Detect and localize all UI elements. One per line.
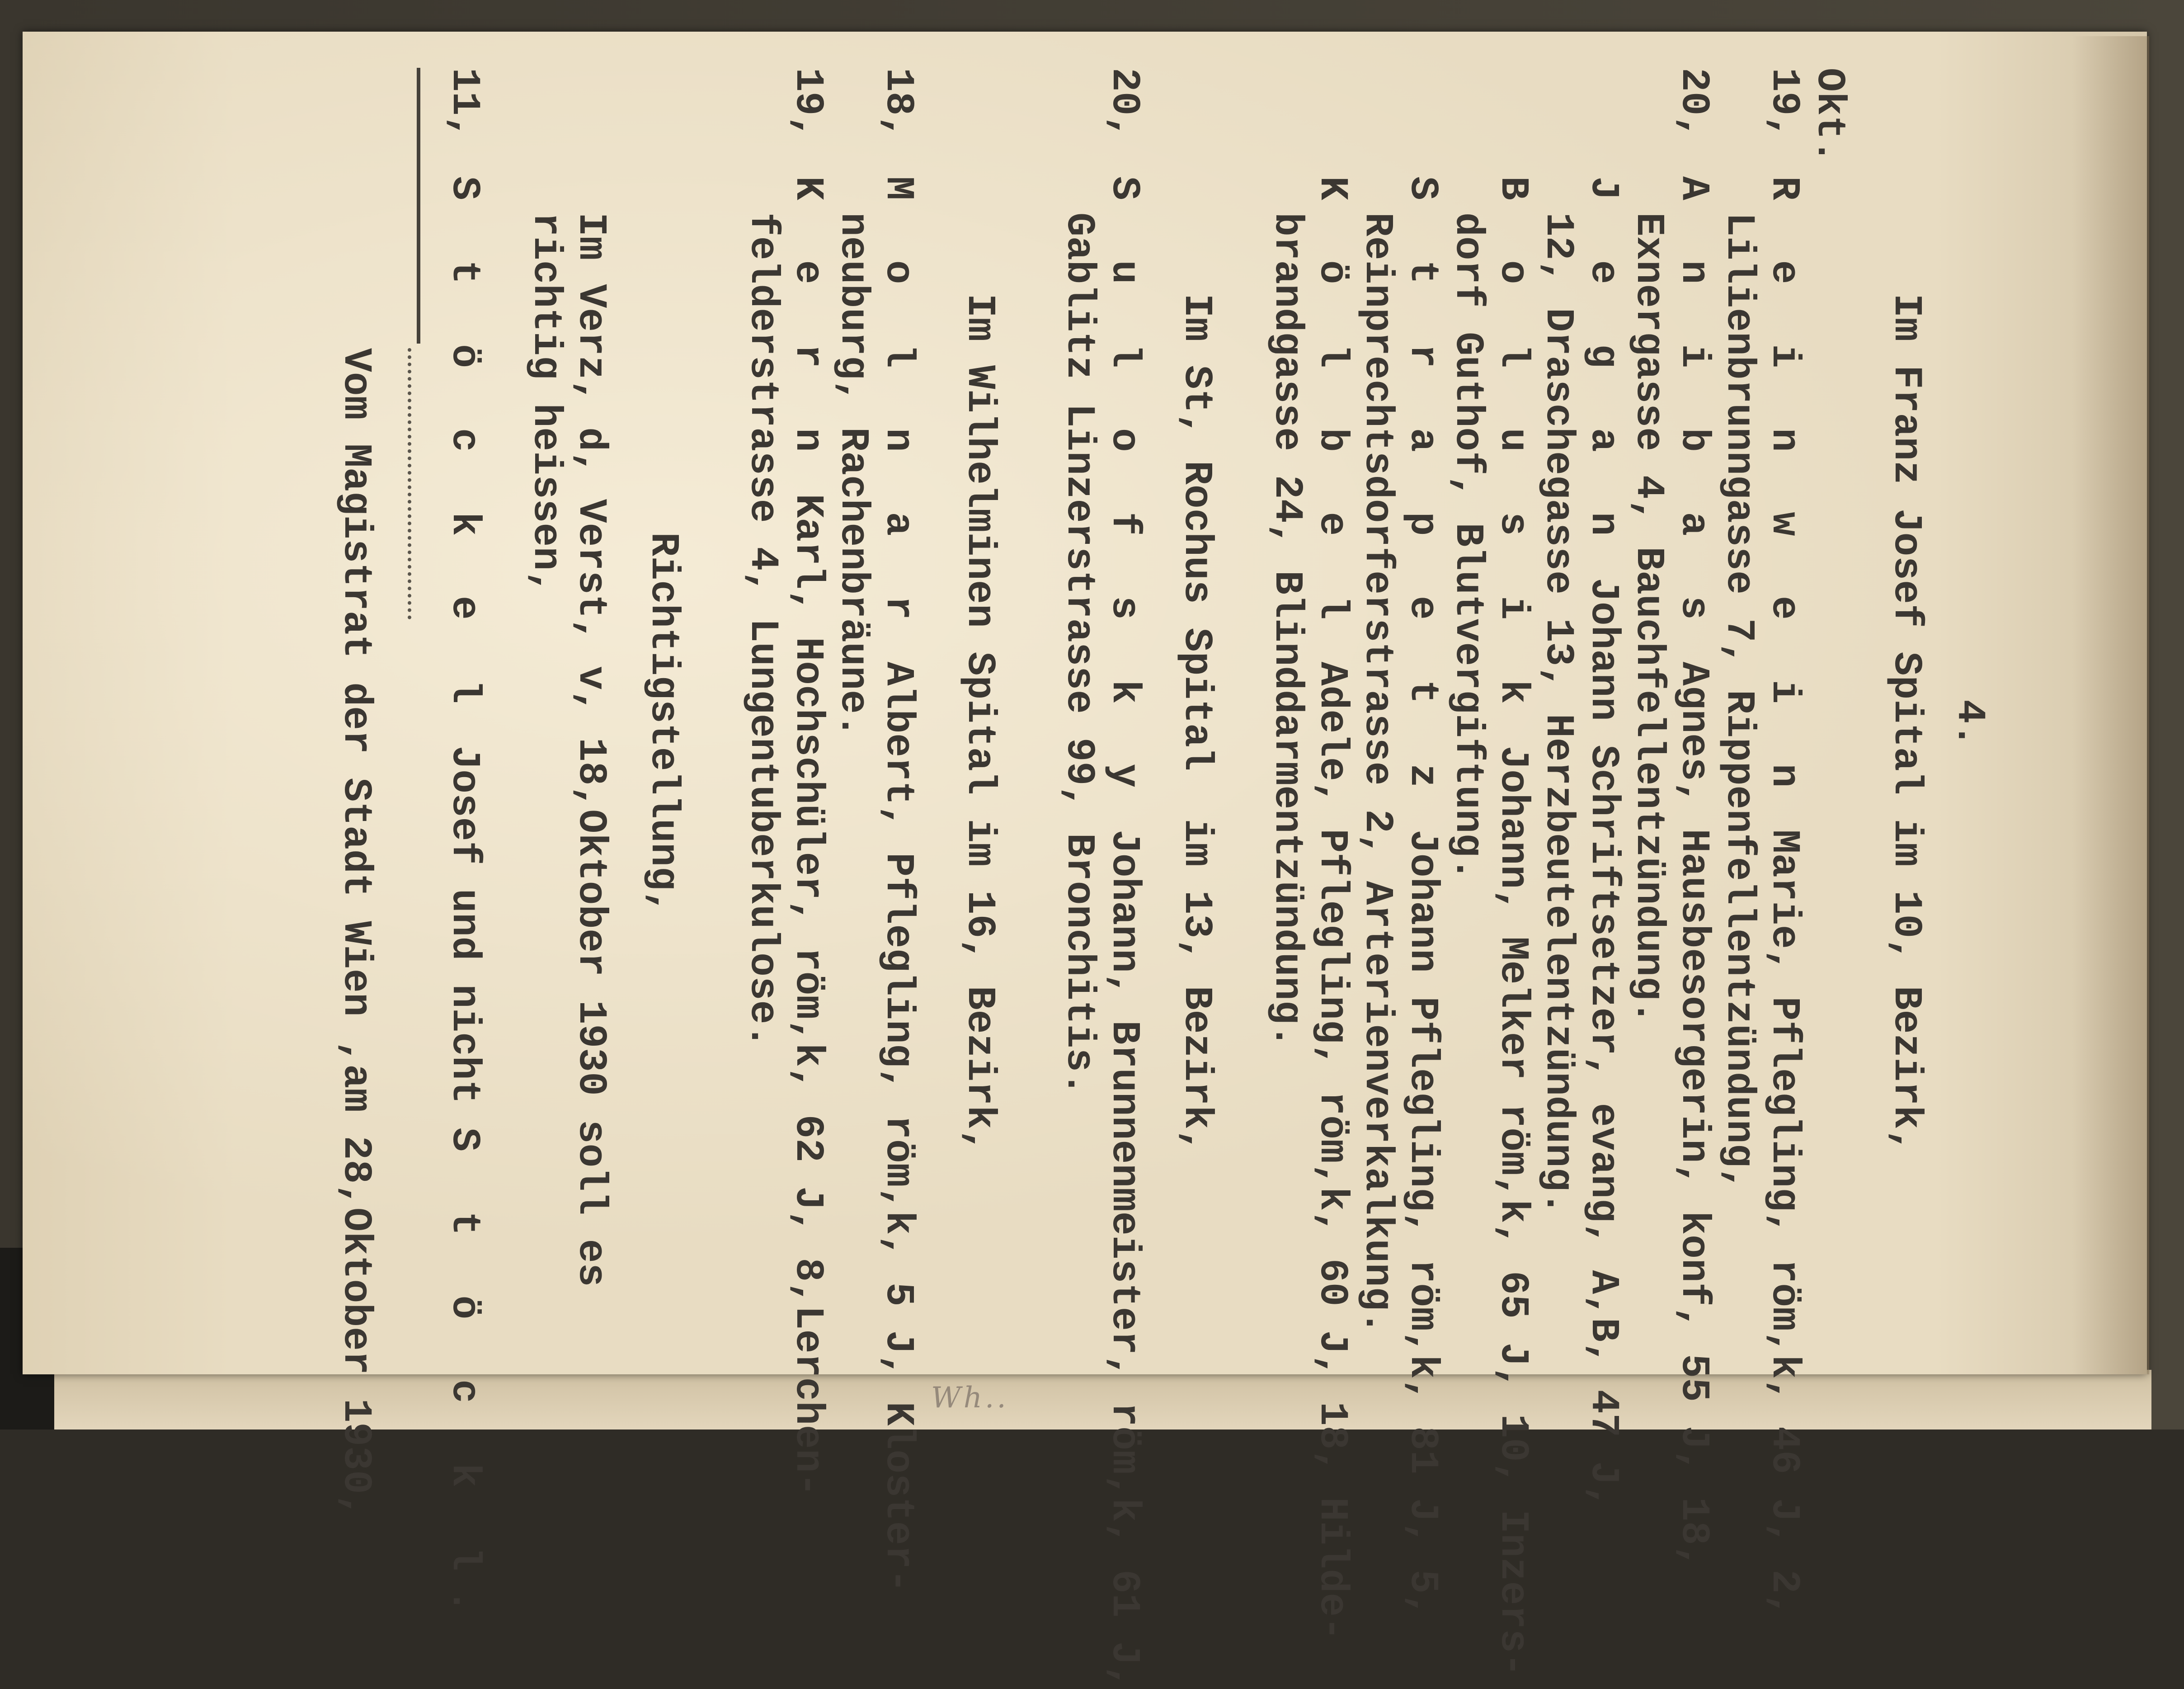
- correction-text: richtig heissen,: [523, 212, 568, 594]
- entry-line: [783, 176, 832, 1496]
- correction-entry: [439, 176, 488, 1613]
- entry-continuation: neuburg, Rachenbräune.: [830, 212, 875, 738]
- entry-day: 19,: [785, 68, 830, 140]
- entry-name: S t r a p e t z: [1400, 176, 1445, 806]
- entry-text: Johann Pflegling, röm,k, 81 J, 5,: [1400, 806, 1445, 1618]
- entry-day: 11,: [442, 68, 486, 140]
- entry-name-alt: S t ö c k l: [442, 1128, 486, 1590]
- entry-day: 20,: [1101, 68, 1146, 140]
- page-number: 4.: [1947, 699, 1991, 747]
- footer-signature: Vom Magistrat der Stadt Wien ,am 28,Oktober 1930,: [333, 348, 378, 1518]
- entry-continuation: Lilienbrunngasse 7, Rippenfellentzündung,: [1716, 212, 1761, 1192]
- entry-line: [1307, 176, 1356, 1641]
- entry-name: S u l o f s k y: [1101, 176, 1146, 806]
- entry-continuation: 12, Draschegasse 13, Herzbeutelentzündung.: [1535, 212, 1580, 1215]
- entry-continuation: felderstrasse 4, Lungentuberkulose.: [740, 212, 785, 1048]
- section-heading-franz-josef: Im Franz Josef Spital im 10, Bezirk,: [1883, 293, 1928, 1153]
- section-heading-wilhelminen: Im Wilhelminen Spital im 16, Bezirk,: [957, 293, 1002, 1153]
- entry-continuation: Reinprechtsdorferstrasse 2, Arterienverkalkung.: [1355, 212, 1399, 1335]
- entry-text: Josef und nicht: [442, 722, 486, 1128]
- entry-line: [1669, 176, 1718, 1569]
- entry-name: K ö l b e l: [1309, 176, 1354, 638]
- entry-text: Marie, Pflegling, röm,k, 46 J, 2,: [1761, 806, 1806, 1618]
- entry-name: S t ö c k e l: [442, 176, 486, 722]
- entry-line: [1759, 176, 1808, 1618]
- entry-text: Albert, Pflegling, röm,k, 5 J, Kloster-: [875, 637, 920, 1593]
- page-edge-shading: [2072, 36, 2149, 1374]
- entry-text: Karl, Hochschüler, röm,k, 62 J, 8,Lerchen-: [785, 470, 830, 1497]
- correction-heading: Richtigstellung,: [640, 532, 685, 915]
- entry-line: [873, 176, 922, 1593]
- entry-line: [1578, 176, 1627, 1509]
- handwritten-note: Wh..: [931, 1381, 1009, 1415]
- section-heading-rochus: Im St, Rochus Spital im 13, Bezirk,: [1174, 293, 1219, 1153]
- entry-day: 20,: [1671, 68, 1716, 140]
- entry-name: K e r n: [785, 176, 830, 470]
- entry-text: Adele, Pflegling, röm,k, 60 J, 18, Hilde-: [1309, 637, 1354, 1641]
- entry-name: R e i n w e i n: [1761, 176, 1806, 806]
- entry-text: Johann, Brunnenmeister, röm,k, 61 J,: [1101, 806, 1146, 1689]
- entry-day: 18,: [875, 68, 920, 140]
- entry-continuation: Exnergasse 4, Bauchfellentzündung.: [1626, 212, 1671, 1024]
- entry-line: [1488, 176, 1537, 1677]
- entry-name: A n i b a s: [1671, 176, 1716, 638]
- entry-day: 19,: [1761, 68, 1806, 140]
- entry-text: Johann, Melker röm,k, 65 J, 10, Inzers-: [1490, 722, 1535, 1677]
- dotted-divider: [408, 348, 411, 619]
- entry-continuation: dorf Guthof, Blutvergiftung.: [1445, 212, 1490, 881]
- entry-name: M o l n a r: [875, 176, 920, 638]
- entry-text: Agnes, Hausbesorgerin, konf, 55 J, 18,: [1671, 637, 1716, 1569]
- entry-continuation: brandgasse 24, Blinddarmentzündung.: [1264, 212, 1309, 1048]
- divider-line: [417, 68, 420, 344]
- month-label: Okt.: [1807, 68, 1851, 164]
- entry-name: J e g a n: [1581, 176, 1625, 554]
- entry-text: Johann Schriftsetzer, evang, A,B, 47 J,: [1581, 554, 1625, 1509]
- entry-end: .: [442, 1589, 486, 1613]
- entry-line: [1398, 176, 1446, 1618]
- entry-name: B o l u s i k: [1490, 176, 1535, 722]
- correction-text: Im Verz, d, Verst, v, 18,Oktober 1930 soll es: [568, 212, 613, 1287]
- entry-continuation: Gablitz Linzerstrasse 99, Bronchitis.: [1056, 212, 1101, 1096]
- entry-line: [1099, 176, 1148, 1689]
